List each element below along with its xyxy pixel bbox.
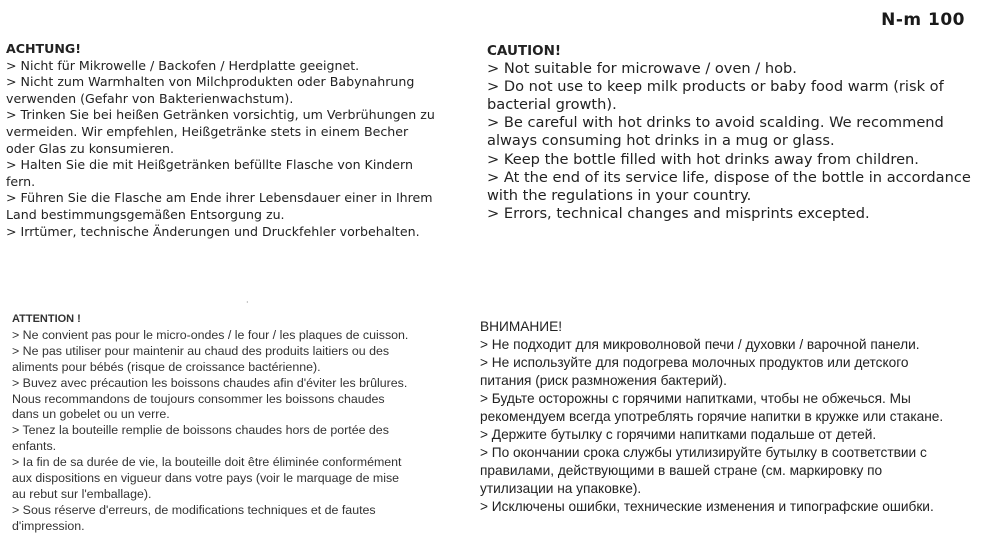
model-number: N-m 100: [881, 10, 965, 30]
french-warning-line: aliments pour bébés (risque de croissance bactérienne).: [12, 359, 321, 374]
russian-warning-line: рекомендуем всегда употреблять горячие напитки в кружке или стакане.: [480, 409, 944, 425]
english-warning-line: > Errors, technical changes and misprints excepted.: [487, 204, 870, 222]
french-warning-line: > Buvez avec précaution les boissons chaudes afin d'éviter les brûlures.: [12, 375, 408, 390]
french-warning-line: aux dispositions en vigueur dans votre pays (voir le marquage de mise: [12, 471, 400, 486]
german-warning-line: oder Glas zu konsumieren.: [6, 140, 174, 156]
english-warning-line: bacterial growth).: [487, 96, 617, 114]
russian-warning-line: правилами, действующими в вашей стране (см. маркировку по: [480, 463, 883, 479]
english-warning-line: > Not suitable for microwave / oven / hob.: [487, 60, 797, 78]
english-warning-line: always consuming hot drinks in a mug or glass.: [487, 132, 835, 150]
french-warning-line: au rebut sur l'emballage).: [12, 486, 152, 501]
english-warning-title: CAUTION!: [487, 43, 562, 59]
german-warning-block: [6, 41, 476, 240]
french-warning-line: > Ne pas utiliser pour maintenir au chaud des produits laitiers ou des: [12, 343, 390, 358]
english-warning-block: [487, 42, 992, 223]
german-warning-line: > Nicht zum Warmhalten von Milchprodukten oder Babynahrung: [6, 74, 415, 90]
russian-warning-line: > Будьте осторожны с горячими напитками, чтобы не обжечься. Мы: [480, 391, 911, 407]
german-warning-line: verwenden (Gefahr von Bakterienwachstum).: [6, 90, 294, 106]
german-warning-line: > Nicht für Mikrowelle / Backofen / Herdplatte geeignet.: [6, 57, 360, 73]
french-warning-line: Nous recommandons de toujours consommer les boissons chaudes: [12, 391, 385, 406]
russian-warning-line: > Не подходит для микроволновой печи / духовки / варочной панели.: [480, 337, 920, 353]
german-warning-line: > Führen Sie die Flasche am Ende ihrer Lebensdauer einer in Ihrem: [6, 190, 433, 206]
french-warning-line: d'impression.: [12, 518, 85, 533]
french-warning-line: > Ne convient pas pour le micro-ondes / le four / les plaques de cuisson.: [12, 327, 409, 342]
french-warning-title: ATTENTION !: [12, 313, 81, 325]
english-warning-line: with the regulations in your country.: [487, 186, 752, 204]
french-warning-line: enfants.: [12, 439, 57, 454]
german-warning-line: > Halten Sie die mit Heißgetränken befüllte Flasche von Kindern: [6, 157, 413, 173]
french-warning-line: > Sous réserve d'erreurs, de modifications techniques et de fautes: [12, 502, 376, 517]
french-warning-line: > Ia fin de sa durée de vie, la bouteille doit être éliminée conformément: [12, 455, 402, 470]
russian-warning-line: > По окончании срока службы утилизируйте бутылку в соответствии с: [480, 445, 927, 461]
french-warning-block: [12, 312, 452, 535]
russian-warning-line: питания (риск размножения бактерий).: [480, 373, 727, 389]
russian-warning-block: [480, 318, 995, 517]
english-warning-line: > Be careful with hot drinks to avoid scalding. We recommend: [487, 114, 944, 132]
german-warning-line: > Trinken Sie bei heißen Getränken vorsichtig, um Verbrühungen zu: [6, 107, 435, 123]
russian-warning-line: > Исключены ошибки, технические изменения и типографские ошибки.: [480, 499, 934, 515]
russian-warning-line: > Не используйте для подогрева молочных продуктов или детского: [480, 355, 909, 371]
german-warning-line: > Irrtümer, technische Änderungen und Druckfehler vorbehalten.: [6, 223, 420, 239]
german-warning-title: ACHTUNG!: [6, 41, 81, 56]
russian-warning-line: утилизации на упаковке).: [480, 481, 642, 497]
german-warning-line: Land bestimmungsgemäßen Entsorgung zu.: [6, 206, 285, 222]
english-warning-line: > Do not use to keep milk products or baby food warm (risk of: [487, 78, 944, 96]
stray-dot: ·: [246, 298, 249, 307]
french-warning-line: > Tenez la bouteille remplie de boissons chaudes hors de portée des: [12, 423, 389, 438]
french-warning-line: dans un gobelet ou un verre.: [12, 407, 170, 422]
german-warning-line: fern.: [6, 173, 36, 189]
german-warning-line: vermeiden. Wir empfehlen, Heißgetränke stets in einem Becher: [6, 123, 409, 139]
russian-warning-line: > Держите бутылку с горячими напитками подальше от детей.: [480, 427, 877, 443]
english-warning-line: > Keep the bottle filled with hot drinks away from children.: [487, 150, 919, 168]
english-warning-line: > At the end of its service life, dispose of the bottle in accordance: [487, 168, 971, 186]
russian-warning-title: ВНИМАНИЕ!: [480, 319, 563, 334]
